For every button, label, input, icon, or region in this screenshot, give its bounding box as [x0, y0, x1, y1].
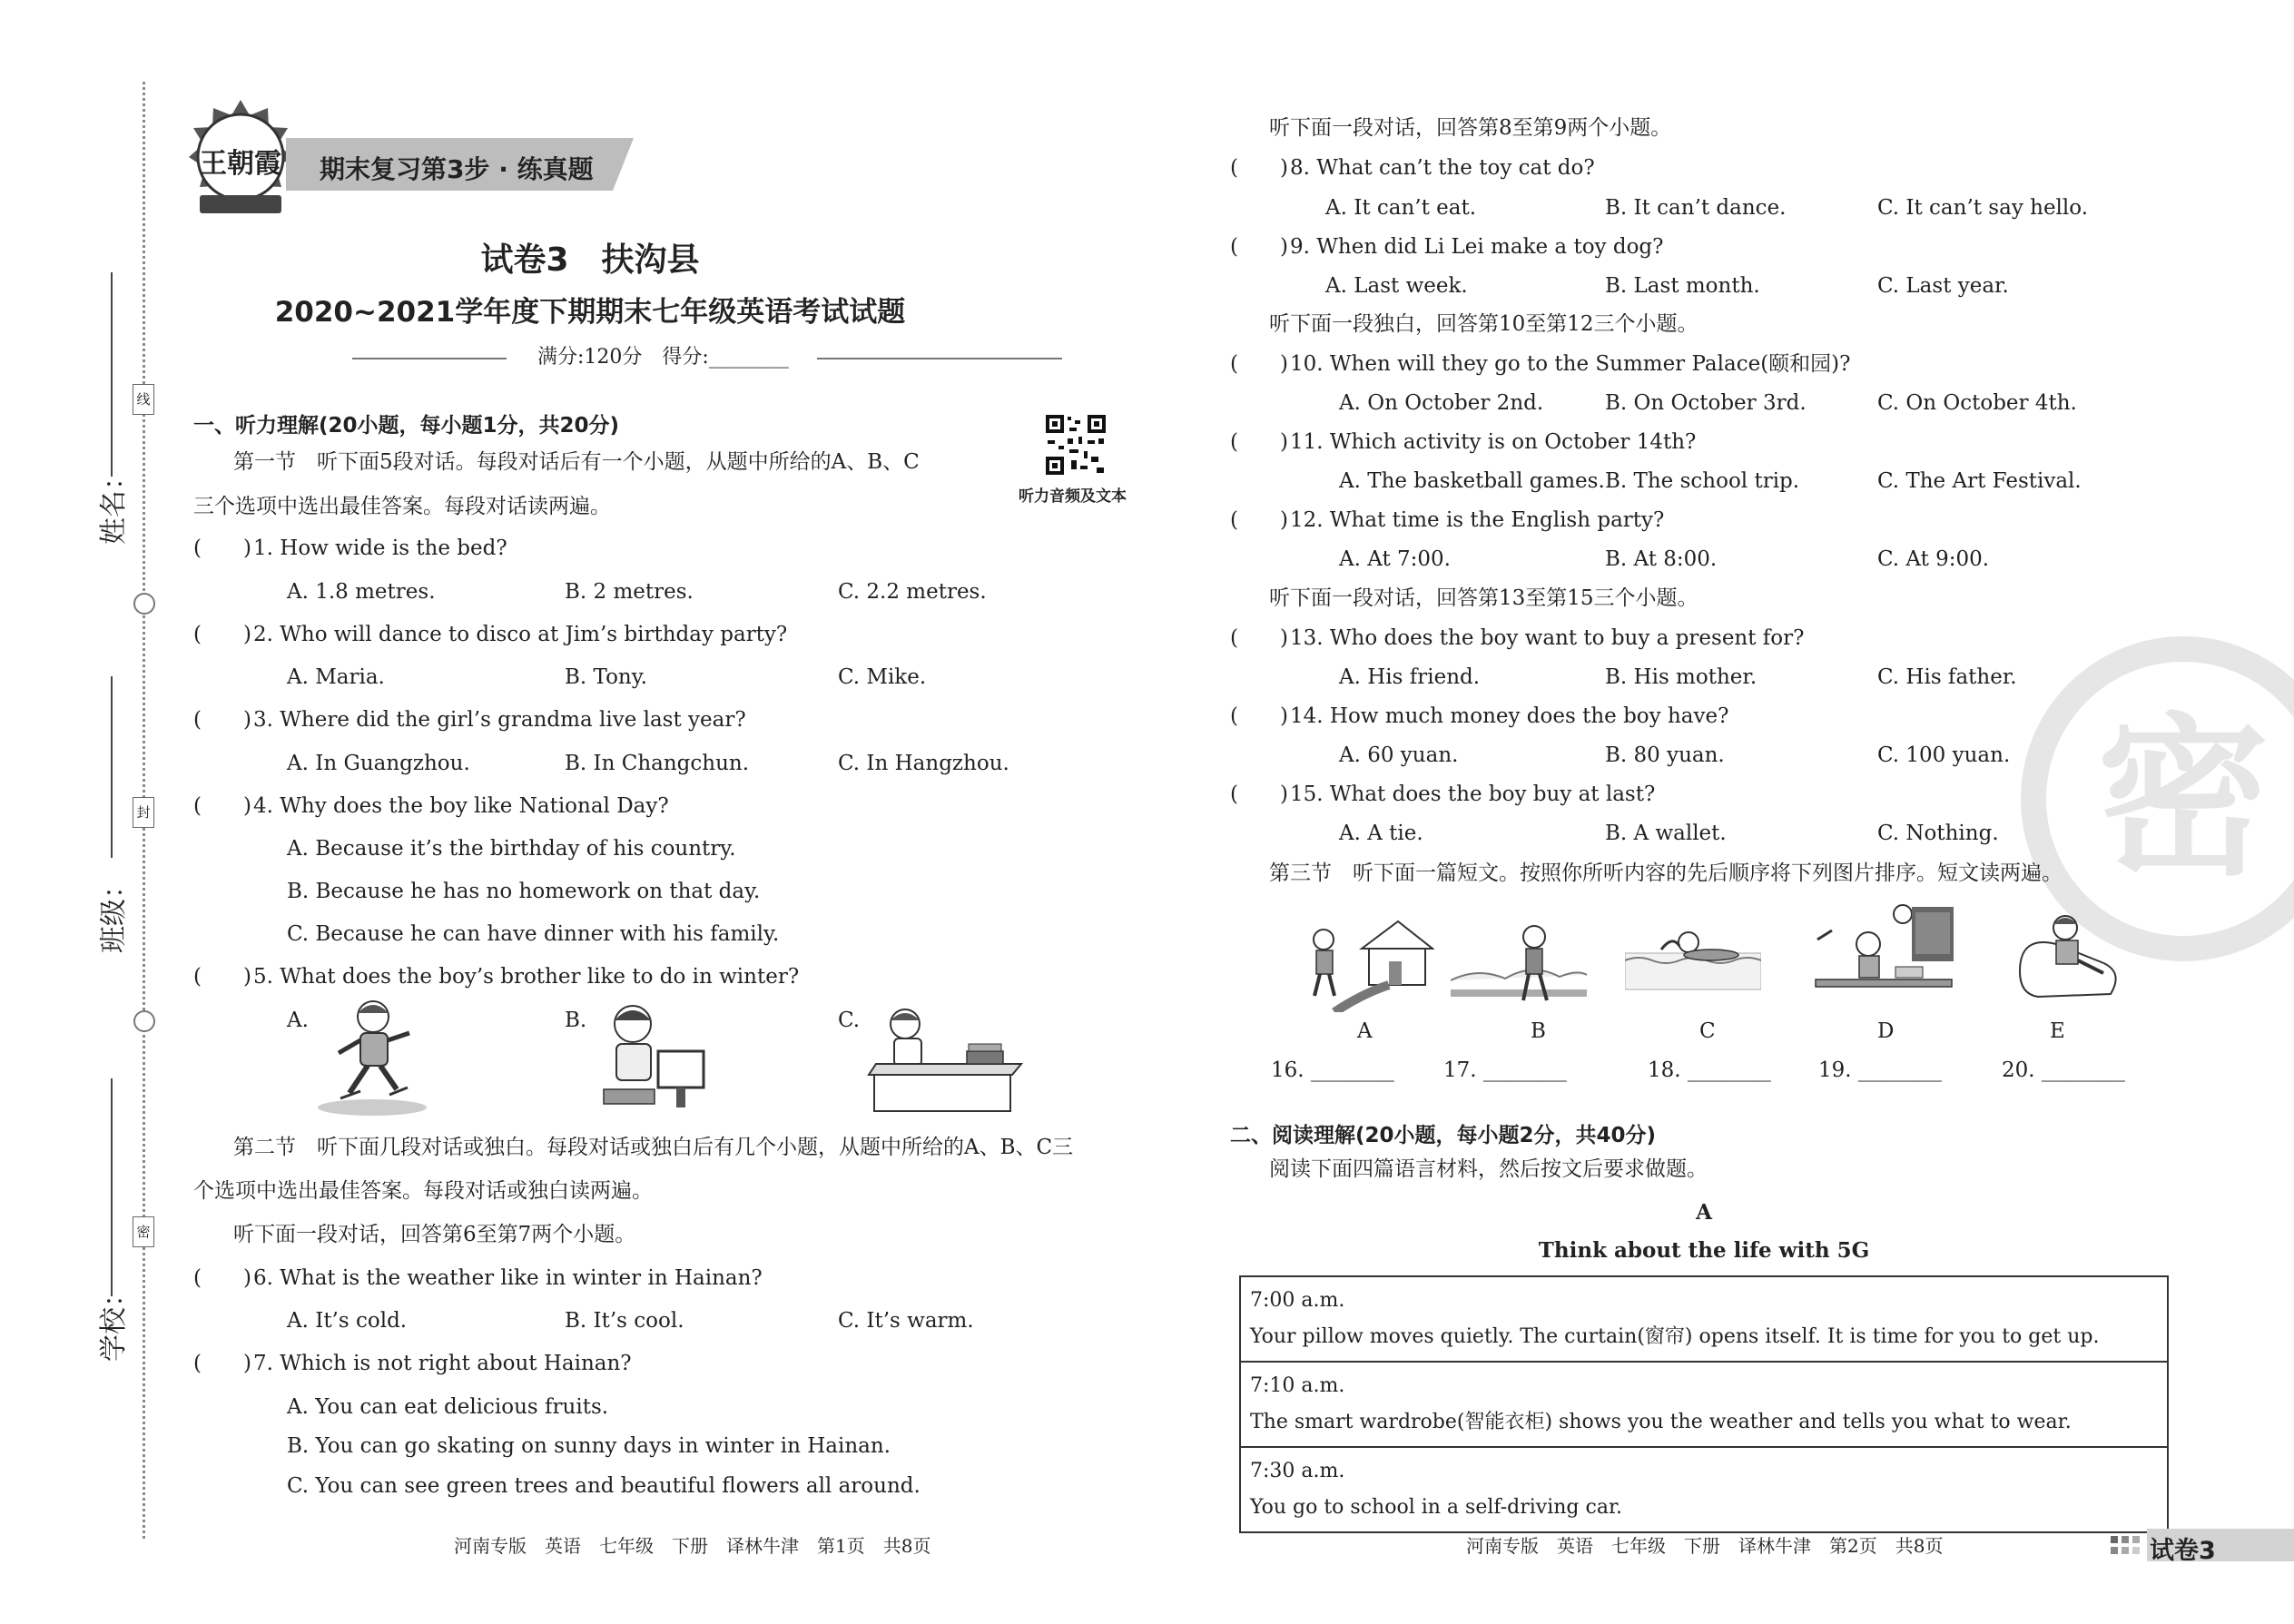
q13-option-a: A. His friend.: [1339, 665, 1481, 689]
row-text: Your pillow moves quietly. The curtain(窗帘) opens itself. It is time for you to get up.: [1250, 1325, 2100, 1348]
question-2: 2. Who will dance to disco at Jim’s birthday party?: [253, 623, 788, 646]
question-7: 7. Which is not right about Hainan?: [253, 1352, 632, 1375]
passage-title: Think about the life with 5G: [1538, 1238, 1870, 1263]
section1-instructions-2: 三个选项中选出最佳答案。每段对话读两遍。: [193, 495, 611, 518]
q10-option-c: C. On October 4th.: [1877, 391, 2077, 415]
school-label: 学校：: [98, 1280, 130, 1362]
q12-option-c: C. At 9:00.: [1877, 547, 1990, 571]
answer-blank-17[interactable]: 17. ________: [1443, 1058, 1567, 1082]
q12-option-a: A. At 7:00.: [1339, 547, 1451, 571]
q7-option-b: B. You can go skating on sunny days in winter in Hainan.: [287, 1434, 891, 1458]
q7-option-a: A. You can eat delicious fruits.: [287, 1395, 609, 1419]
q10-option-b: B. On October 3rd.: [1605, 391, 1807, 415]
answer-paren[interactable]: ( ): [1230, 430, 1288, 454]
divider: [352, 358, 507, 359]
q15-option-a: A. A tie.: [1339, 822, 1423, 845]
picture-e-resting: [2002, 908, 2138, 1012]
q8-option-b: B. It can’t dance.: [1605, 196, 1787, 220]
q8-option-c: C. It can’t say hello.: [1877, 196, 2089, 220]
score-line: 满分:120分 得分:________: [537, 346, 789, 369]
q5-option-c: C.: [838, 1009, 861, 1032]
q11-option-a: A. The basketball games.: [1339, 469, 1605, 493]
reading-boy-image: [867, 999, 1026, 1121]
row-text: The smart wardrobe(智能衣柜) shows you the weather and tells you what to wear.: [1250, 1411, 2072, 1433]
q3-option-c: C. In Hangzhou.: [838, 752, 1009, 775]
answer-paren[interactable]: ( ): [1230, 352, 1288, 376]
binding-hole-icon: [133, 1010, 155, 1032]
question-5: 5. What does the boy’s brother like to do in winter?: [253, 965, 800, 989]
row-text: You go to school in a self-driving car.: [1250, 1496, 1623, 1519]
grid-squares-icon: [2111, 1536, 2141, 1556]
schedule-table: [1239, 1275, 2169, 1533]
part2-intro: 阅读下面四篇语言材料，然后按文后要求做题。: [1269, 1157, 1708, 1181]
dialog-instruction-13-15: 听下面一段对话，回答第13至第15三个小题。: [1269, 586, 1698, 610]
q1-option-a: A. 1.8 metres.: [287, 580, 436, 604]
answer-paren[interactable]: ( ): [193, 623, 251, 646]
q7-option-c: C. You can see green trees and beautiful flowers all around.: [287, 1474, 921, 1498]
picture-label-c: C: [1699, 1019, 1716, 1043]
q3-option-a: A. In Guangzhou.: [287, 752, 470, 775]
binding-hole-icon: [133, 593, 155, 615]
class-label: 班级：: [98, 871, 130, 953]
passage-letter: A: [1696, 1200, 1712, 1225]
answer-paren[interactable]: ( ): [193, 708, 251, 732]
q5-option-b: B.: [565, 1009, 587, 1032]
q4-option-b: B. Because he has no homework on that day.: [287, 880, 761, 903]
question-9: 9. When did Li Lei make a toy dog?: [1290, 235, 1664, 259]
part2-heading: 二、阅读理解(20小题，每小题2分，共40分): [1230, 1124, 1657, 1147]
dialog-instruction-6-7: 听下面一段对话，回答第6至第7两个小题。: [233, 1223, 636, 1246]
brand-logo: [182, 95, 300, 222]
q9-option-a: A. Last week.: [1325, 274, 1468, 298]
answer-blank-16[interactable]: 16. ________: [1271, 1058, 1394, 1082]
page-title: 试卷3 扶沟县: [480, 241, 700, 279]
q14-option-b: B. 80 yuan.: [1605, 743, 1725, 767]
table-row: [1240, 1362, 2168, 1447]
picture-label-e: E: [2050, 1019, 2065, 1043]
table-row: [1240, 1276, 2168, 1362]
q3-option-b: B. In Changchun.: [565, 752, 750, 775]
q6-option-b: B. It’s cool.: [565, 1309, 684, 1333]
q8-option-a: A. It can’t eat.: [1325, 196, 1477, 220]
step-banner: 期末复习第3步 · 练真题: [320, 154, 594, 184]
section2-instructions: 第二节 听下面几段对话或独白。每段对话或独白后有几个小题，从题中所给的A、B、C三: [233, 1136, 1074, 1159]
section1-instructions: 第一节 听下面5段对话。每段对话后有一个小题，从题中所给的A、B、C: [233, 450, 920, 474]
answer-paren[interactable]: ( ): [193, 1352, 251, 1375]
q5-option-a: A.: [287, 1009, 309, 1032]
q14-option-a: A. 60 yuan.: [1339, 743, 1459, 767]
question-15: 15. What does the boy buy at last?: [1290, 782, 1656, 806]
q6-option-c: C. It’s warm.: [838, 1309, 974, 1333]
question-13: 13. Who does the boy want to buy a present for?: [1290, 626, 1805, 650]
question-6: 6. What is the weather like in winter in Hainan?: [253, 1266, 763, 1290]
q2-option-b: B. Tony.: [565, 665, 647, 689]
answer-paren[interactable]: ( ): [193, 1266, 251, 1290]
q1-option-c: C. 2.2 metres.: [838, 580, 987, 604]
q11-option-b: B. The school trip.: [1605, 469, 1800, 493]
picture-b-walking-outside: [1451, 917, 1587, 1012]
brand-logo-text: 王朝霞: [200, 148, 281, 180]
question-12: 12. What time is the English party?: [1290, 508, 1665, 532]
question-14: 14. How much money does the boy have?: [1290, 704, 1729, 728]
row-time: 7:30 a.m.: [1250, 1460, 1345, 1482]
picture-label-d: D: [1877, 1019, 1895, 1043]
answer-paren[interactable]: ( ): [1230, 508, 1288, 532]
answer-paren[interactable]: ( ): [1230, 782, 1288, 806]
answer-paren[interactable]: ( ): [193, 965, 251, 989]
seal-char-feng: 封: [133, 797, 154, 828]
footer-left: 河南专版 英语 七年级 下册 译林牛津 第1页 共8页: [454, 1535, 931, 1557]
question-4: 4. Why does the boy like National Day?: [253, 794, 669, 818]
question-8: 8. What can’t the toy cat do?: [1290, 156, 1595, 180]
section2-instructions-2: 个选项中选出最佳答案。每段对话或独白读两遍。: [193, 1179, 653, 1203]
q10-option-a: A. On October 2nd.: [1339, 391, 1544, 415]
name-label: 姓名：: [98, 463, 130, 545]
qr-code-icon[interactable]: [1044, 413, 1108, 477]
paper-number-tab: 试卷3: [2150, 1537, 2216, 1565]
watermark-char: 密: [2096, 698, 2269, 899]
seal-char-xian: 线: [133, 384, 154, 415]
q1-option-b: B. 2 metres.: [565, 580, 694, 604]
seal-char-mi: 密: [133, 1216, 154, 1247]
picture-a-walking-to-house: [1298, 912, 1434, 1012]
row-time: 7:10 a.m.: [1250, 1374, 1345, 1397]
q15-option-b: B. A wallet.: [1605, 822, 1727, 845]
q9-option-b: B. Last month.: [1605, 274, 1760, 298]
q2-option-c: C. Mike.: [838, 665, 927, 689]
school-field-line[interactable]: [111, 1078, 113, 1296]
q4-option-c: C. Because he can have dinner with his family.: [287, 922, 780, 946]
divider: [817, 358, 1062, 359]
picture-d-studying: [1814, 903, 1959, 1008]
answer-blank-20[interactable]: 20. ________: [2002, 1058, 2125, 1082]
answer-paren[interactable]: ( ): [193, 536, 251, 560]
qr-caption: 听力音频及文本: [1019, 487, 1127, 506]
page-subtitle: 2020~2021学年度下期期末七年级英语考试试题: [274, 296, 906, 329]
answer-blank-19[interactable]: 19. ________: [1818, 1058, 1942, 1082]
monologue-instruction-10-12: 听下面一段独白，回答第10至第12三个小题。: [1269, 312, 1698, 336]
answer-paren[interactable]: ( ): [1230, 626, 1288, 650]
answer-paren[interactable]: ( ): [1230, 704, 1288, 728]
answer-blank-18[interactable]: 18. ________: [1648, 1058, 1771, 1082]
row-time: 7:00 a.m.: [1250, 1289, 1345, 1312]
answer-paren[interactable]: ( ): [1230, 156, 1288, 180]
dialog-instruction-8-9: 听下面一段对话，回答第8至第9两个小题。: [1269, 116, 1672, 140]
answer-paren[interactable]: ( ): [193, 794, 251, 818]
q14-option-c: C. 100 yuan.: [1877, 743, 2011, 767]
q2-option-a: A. Maria.: [287, 665, 385, 689]
q11-option-c: C. The Art Festival.: [1877, 469, 2082, 493]
q6-option-a: A. It’s cold.: [287, 1309, 408, 1333]
computer-boy-image: [595, 999, 717, 1118]
q13-option-c: C. His father.: [1877, 665, 2017, 689]
answer-paren[interactable]: ( ): [1230, 235, 1288, 259]
q4-option-a: A. Because it’s the birthday of his country.: [287, 837, 736, 861]
q13-option-b: B. His mother.: [1605, 665, 1757, 689]
picture-label-b: B: [1531, 1019, 1546, 1043]
question-11: 11. Which activity is on October 14th?: [1290, 430, 1697, 454]
section3-instructions: 第三节 听下面一篇短文。按照你所听内容的先后顺序将下列图片排序。短文读两遍。: [1269, 861, 2063, 885]
q12-option-b: B. At 8:00.: [1605, 547, 1718, 571]
q9-option-c: C. Last year.: [1877, 274, 2009, 298]
table-row: [1240, 1447, 2168, 1532]
skating-boy-image: [313, 997, 431, 1117]
q15-option-c: C. Nothing.: [1877, 822, 1999, 845]
footer-right: 河南专版 英语 七年级 下册 译林牛津 第2页 共8页: [1466, 1535, 1944, 1557]
part1-heading: 一、听力理解(20小题，每小题1分，共20分): [193, 414, 620, 438]
question-3: 3. Where did the girl’s grandma live last year?: [253, 708, 746, 732]
picture-label-a: A: [1357, 1019, 1373, 1043]
question-1: 1. How wide is the bed?: [253, 536, 507, 560]
class-field-line[interactable]: [111, 676, 113, 858]
question-10: 10. When will they go to the Summer Palace(颐和园)?: [1290, 352, 1851, 376]
picture-c-swimming: [1625, 917, 1761, 1008]
